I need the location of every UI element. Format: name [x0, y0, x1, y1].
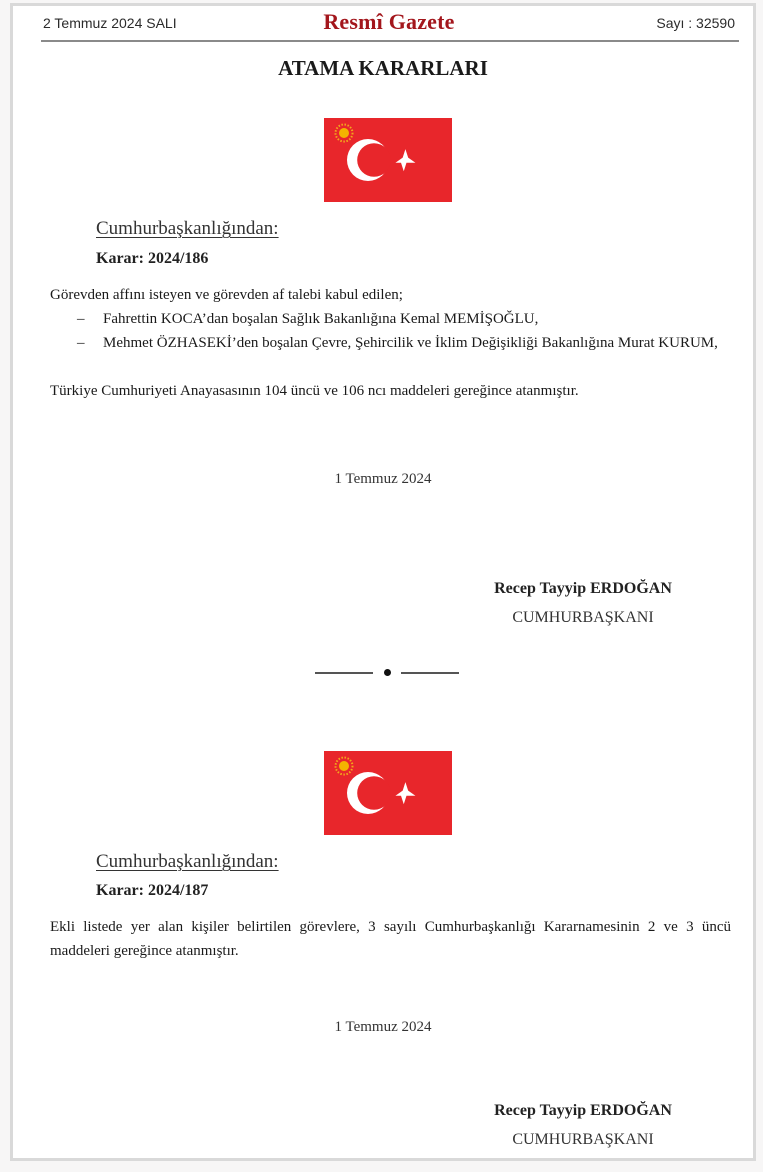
issue-date: 2 Temmuz 2024 SALI [43, 15, 177, 31]
publication-title: Resmî Gazete [323, 9, 455, 34]
signer-title: CUMHURBAŞKANI [512, 609, 654, 626]
decision-number: Karar: 2024/187 [96, 882, 209, 899]
presidential-flag-icon [324, 751, 452, 835]
appointment-text: Mehmet ÖZHASEKİ’den boşalan Çevre, Şehircilik ve İklim Değişikliği Bakanlığına Murat KURUM, [103, 335, 718, 351]
signer-name: Recep Tayyip ERDOĞAN [494, 580, 672, 597]
issuer-heading: Cumhurbaşkanlığından: [96, 218, 279, 239]
page-frame [10, 3, 756, 1161]
signer-name: Recep Tayyip ERDOĞAN [494, 1102, 672, 1119]
presidential-flag-icon [324, 118, 452, 202]
separator-line [315, 672, 373, 674]
list-dash: – [77, 311, 85, 327]
decision-date: 1 Temmuz 2024 [334, 1019, 432, 1035]
signature-block [453, 1102, 713, 1149]
issuer-heading: Cumhurbaşkanlığından: [96, 851, 279, 872]
issue-number: Sayı : 32590 [656, 15, 735, 31]
decision-closing: Türkiye Cumhuriyeti Anayasasının 104 üncü ve 106 ncı maddeleri gereğince atanmıştır. [50, 383, 579, 399]
signer-title: CUMHURBAŞKANI [512, 1131, 654, 1148]
gazette-page [13, 6, 753, 1158]
decision-date: 1 Temmuz 2024 [334, 471, 432, 487]
separator-line [401, 672, 459, 674]
decision-number: Karar: 2024/186 [96, 250, 209, 267]
appointment-list-item [77, 307, 731, 331]
signature-block [453, 580, 713, 627]
header-divider [41, 40, 739, 42]
appointment-text: Fahrettin KOCA’dan boşalan Sağlık Bakanlığına Kemal MEMİŞOĞLU, [103, 311, 539, 327]
appointment-list-item [77, 331, 731, 355]
decision-body: Ekli listede yer alan kişiler belirtilen görevlere, 3 sayılı Cumhurbaşkanlığı Kararnamesinin 2 ve 3 üncü maddeleri gereğince atanmıştır. [50, 919, 731, 959]
separator-dot [384, 669, 391, 676]
gazette-header [43, 6, 735, 42]
document-title: ATAMA KARARLARI [278, 56, 488, 80]
section-separator [315, 668, 463, 678]
decision-intro: Görevden affını isteyen ve görevden af talebi kabul edilen; [50, 287, 403, 303]
list-dash: – [77, 335, 85, 351]
